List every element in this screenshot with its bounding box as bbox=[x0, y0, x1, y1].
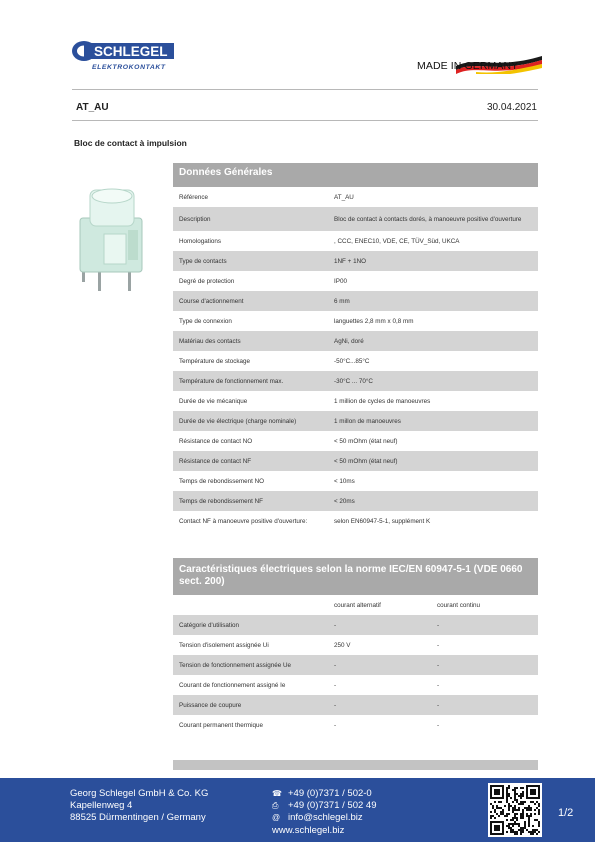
row-label: Degré de protection bbox=[179, 277, 235, 285]
row-value: 6 mm bbox=[334, 297, 350, 305]
row-label: Tension de fonctionnement assignée Ue bbox=[179, 661, 292, 669]
row-label: Matériau des contacts bbox=[179, 337, 241, 345]
electrical-table bbox=[173, 558, 538, 735]
general-row bbox=[173, 331, 538, 351]
row-label: Durée de vie électrique (charge nominale) bbox=[179, 417, 297, 425]
electrical-row bbox=[173, 655, 538, 675]
footer-address bbox=[70, 788, 208, 825]
electrical-row bbox=[173, 675, 538, 695]
row-value: Bloc de contact à contacts dorés, à manoeuvre positive d'ouverture bbox=[334, 215, 522, 223]
row-value: 1NF + 1NO bbox=[334, 257, 367, 265]
row-value: -50°C...85°C bbox=[334, 357, 370, 365]
website-link[interactable]: www.schlegel.biz bbox=[272, 824, 345, 836]
general-row bbox=[173, 451, 538, 471]
general-row bbox=[173, 251, 538, 271]
electrical-row bbox=[173, 715, 538, 735]
made-in-germany: MADE IN GERMANY bbox=[417, 60, 519, 72]
page-number: 1/2 bbox=[558, 807, 574, 819]
row-ac-value: - bbox=[334, 701, 337, 709]
product-image bbox=[70, 184, 160, 304]
row-label: Courant de fonctionnement assigné Ie bbox=[179, 681, 286, 689]
city: 88525 Dürmentingen / Germany bbox=[70, 812, 206, 824]
general-row bbox=[173, 471, 538, 491]
electrical-title: Caractéristiques électriques selon la norme IEC/EN 60947-5-1 (VDE 0660 sect. 200) bbox=[173, 558, 538, 595]
row-dc-value: - bbox=[437, 621, 440, 629]
row-dc-value: - bbox=[437, 721, 440, 729]
general-data-title: Données Générales bbox=[173, 163, 538, 187]
row-ac-value: 250 V bbox=[334, 641, 351, 649]
general-row bbox=[173, 411, 538, 431]
row-label: Température de fonctionnement max. bbox=[179, 377, 284, 385]
email-link[interactable]: info@schlegel.biz bbox=[288, 812, 363, 824]
column-dc-header: courant continu bbox=[437, 601, 481, 609]
row-label: Description bbox=[179, 215, 211, 223]
electrical-row bbox=[173, 635, 538, 655]
electrical-rows bbox=[173, 615, 538, 735]
row-dc-value: - bbox=[437, 641, 440, 649]
row-ac-value: - bbox=[334, 681, 337, 689]
electrical-row bbox=[173, 695, 538, 715]
general-row bbox=[173, 391, 538, 411]
company-name: Georg Schlegel GmbH & Co. KG bbox=[70, 788, 209, 799]
row-value: AT_AU bbox=[334, 193, 354, 201]
row-value: < 50 mOhm (état neuf) bbox=[334, 457, 398, 465]
row-label: Température de stockage bbox=[179, 357, 251, 365]
general-row bbox=[173, 187, 538, 207]
row-label: Contact NF à manoeuvre positive d'ouverture: bbox=[179, 517, 308, 525]
row-value: selon EN60947-5-1, supplément K bbox=[334, 517, 431, 525]
row-label: Référence bbox=[179, 193, 209, 201]
row-label: Courant permanent thermique bbox=[179, 721, 264, 729]
document-subtitle: Bloc de contact à impulsion bbox=[74, 138, 187, 148]
row-label: Type de contacts bbox=[179, 257, 227, 265]
general-row bbox=[173, 351, 538, 371]
row-value: < 20ms bbox=[334, 497, 355, 505]
schlegel-logo bbox=[70, 38, 178, 72]
row-label: Temps de rebondissement NF bbox=[179, 497, 263, 505]
row-value: 1 millon de manoeuvres bbox=[334, 417, 401, 425]
table-end-bar bbox=[173, 760, 538, 770]
general-row bbox=[173, 271, 538, 291]
phone-number: +49 (0)7371 / 502-0 bbox=[288, 788, 372, 799]
row-value: IP00 bbox=[334, 277, 347, 285]
row-label: Tension d'isolement assignée Ui bbox=[179, 641, 269, 649]
general-row bbox=[173, 371, 538, 391]
row-label: Puissance de coupure bbox=[179, 701, 242, 709]
row-value: < 10ms bbox=[334, 477, 355, 485]
document-date: 30.04.2021 bbox=[486, 102, 537, 113]
fax-number: +49 (0)7371 / 502 49 bbox=[288, 800, 377, 812]
row-label: Résistance de contact NO bbox=[179, 437, 253, 445]
row-label: Type de connexion bbox=[179, 317, 232, 325]
row-ac-value: - bbox=[334, 721, 337, 729]
row-value: , CCC, ENEC10, VDE, CE, TÜV_Süd, UKCA bbox=[334, 237, 460, 245]
general-row bbox=[173, 291, 538, 311]
row-value: -30°C ... 70°C bbox=[334, 377, 373, 385]
footer-contact bbox=[272, 788, 376, 837]
column-ac-header: courant alternatif bbox=[334, 601, 381, 609]
row-value: languettes 2,8 mm x 0,8 mm bbox=[334, 317, 414, 325]
product-code: AT_AU bbox=[76, 102, 109, 113]
row-label: Homologations bbox=[179, 237, 222, 245]
row-value: < 50 mOhm (état neuf) bbox=[334, 437, 398, 445]
general-row bbox=[173, 431, 538, 451]
general-row bbox=[173, 207, 538, 231]
brand-name: SCHLEGEL bbox=[94, 44, 168, 59]
title-divider bbox=[72, 120, 538, 121]
row-dc-value: - bbox=[437, 661, 440, 669]
row-value: 1 million de cycles de manoeuvres bbox=[334, 397, 431, 405]
row-dc-value: - bbox=[437, 701, 440, 709]
electrical-row bbox=[173, 615, 538, 635]
row-ac-value: - bbox=[334, 661, 337, 669]
general-row bbox=[173, 491, 538, 511]
phone-icon: ☎ bbox=[272, 789, 282, 798]
general-data-rows bbox=[173, 187, 538, 531]
row-ac-value: - bbox=[334, 621, 337, 629]
row-value: AgNi, doré bbox=[334, 337, 364, 345]
row-label: Durée de vie mécanique bbox=[179, 397, 248, 405]
general-row bbox=[173, 311, 538, 331]
email-icon: @ bbox=[272, 813, 281, 823]
general-data-table bbox=[173, 163, 538, 531]
general-row bbox=[173, 511, 538, 531]
street: Kapellenweg 4 bbox=[70, 800, 133, 812]
brand-subtitle: ELEKTROKONTAKT bbox=[92, 64, 166, 71]
qr-code bbox=[488, 783, 542, 837]
footer bbox=[0, 778, 595, 842]
electrical-column-headers bbox=[173, 595, 538, 615]
row-label: Catégorie d'utilisation bbox=[179, 621, 240, 629]
row-label: Temps de rebondissement NO bbox=[179, 477, 265, 485]
header-divider bbox=[72, 89, 538, 90]
row-label: Résistance de contact NF bbox=[179, 457, 252, 465]
row-dc-value: - bbox=[437, 681, 440, 689]
general-row bbox=[173, 231, 538, 251]
row-label: Course d'actionnement bbox=[179, 297, 244, 305]
fax-icon: ⎙ bbox=[272, 801, 279, 811]
